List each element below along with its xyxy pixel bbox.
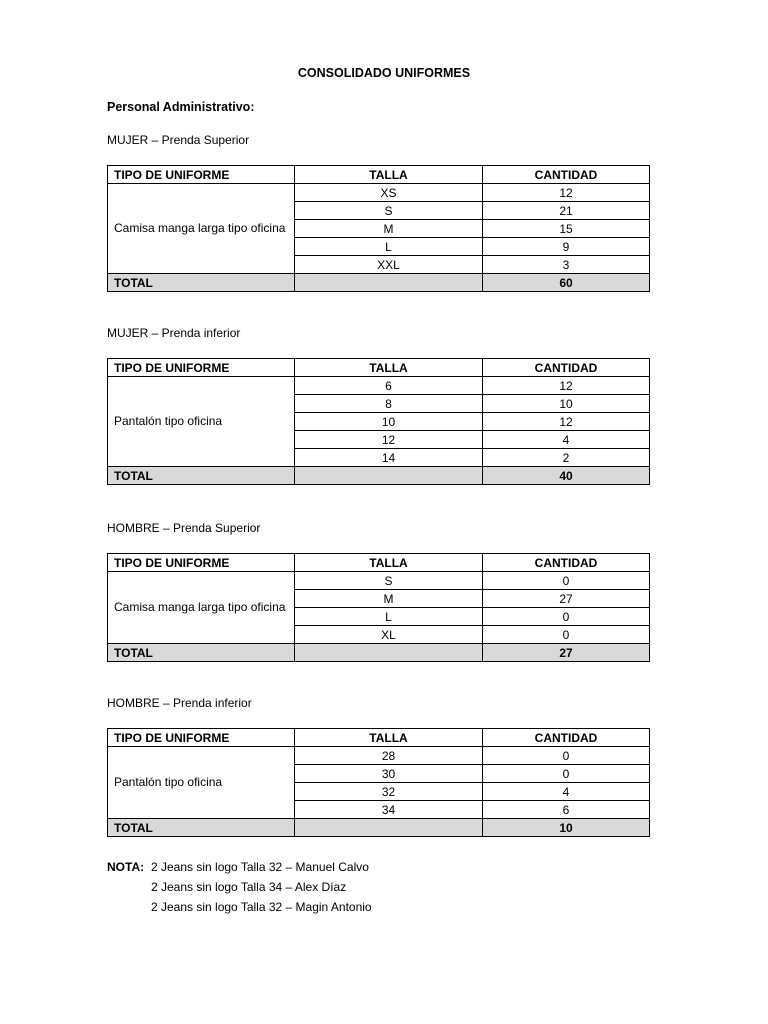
cantidad-cell: 12	[483, 413, 650, 431]
talla-cell: 28	[295, 747, 483, 765]
note-label: NOTA:	[107, 860, 145, 874]
cantidad-cell: 0	[483, 765, 650, 783]
note-line	[107, 897, 372, 917]
total-blank-cell	[295, 819, 483, 837]
total-value: 10	[483, 819, 650, 837]
talla-cell: XXL	[295, 256, 483, 274]
table-row	[108, 747, 650, 765]
cantidad-cell: 0	[483, 747, 650, 765]
talla-cell: 32	[295, 783, 483, 801]
table-row	[108, 184, 650, 202]
talla-cell: S	[295, 572, 483, 590]
header-cantidad: CANTIDAD	[483, 554, 650, 572]
total-blank-cell	[295, 274, 483, 292]
note-text: 2 Jeans sin logo Talla 32 – Manuel Calvo	[151, 860, 369, 874]
uniform-table	[107, 165, 650, 292]
total-label: TOTAL	[108, 819, 295, 837]
total-value: 60	[483, 274, 650, 292]
header-talla: TALLA	[295, 166, 483, 184]
talla-cell: S	[295, 202, 483, 220]
total-value: 27	[483, 644, 650, 662]
uniform-type-cell: Camisa manga larga tipo oficina	[108, 572, 295, 644]
cantidad-cell: 4	[483, 783, 650, 801]
header-cantidad: CANTIDAD	[483, 359, 650, 377]
header-tipo: TIPO DE UNIFORME	[108, 554, 295, 572]
total-blank-cell	[295, 467, 483, 485]
talla-cell: XL	[295, 626, 483, 644]
uniform-table	[107, 728, 650, 837]
header-tipo: TIPO DE UNIFORME	[108, 166, 295, 184]
cantidad-cell: 0	[483, 626, 650, 644]
talla-cell: 12	[295, 431, 483, 449]
total-row	[108, 274, 650, 292]
cantidad-cell: 6	[483, 801, 650, 819]
cantidad-cell: 12	[483, 377, 650, 395]
cantidad-cell: 4	[483, 431, 650, 449]
talla-cell: L	[295, 238, 483, 256]
table-header-row	[108, 166, 650, 184]
cantidad-cell: 15	[483, 220, 650, 238]
header-tipo: TIPO DE UNIFORME	[108, 729, 295, 747]
page-title: CONSOLIDADO UNIFORMES	[297, 66, 471, 80]
table-header-row	[108, 554, 650, 572]
header-tipo: TIPO DE UNIFORME	[108, 359, 295, 377]
total-blank-cell	[295, 644, 483, 662]
section-heading: HOMBRE – Prenda Superior	[107, 521, 261, 535]
cantidad-cell: 0	[483, 572, 650, 590]
cantidad-cell: 2	[483, 449, 650, 467]
cantidad-cell: 0	[483, 608, 650, 626]
table-row	[108, 377, 650, 395]
talla-cell: 30	[295, 765, 483, 783]
cantidad-cell: 21	[483, 202, 650, 220]
uniform-type-cell: Camisa manga larga tipo oficina	[108, 184, 295, 274]
cantidad-cell: 27	[483, 590, 650, 608]
section-heading: HOMBRE – Prenda inferior	[107, 696, 252, 710]
total-row	[108, 467, 650, 485]
talla-cell: 6	[295, 377, 483, 395]
cantidad-cell: 10	[483, 395, 650, 413]
talla-cell: XS	[295, 184, 483, 202]
talla-cell: 34	[295, 801, 483, 819]
talla-cell: M	[295, 220, 483, 238]
header-talla: TALLA	[295, 359, 483, 377]
cantidad-cell: 9	[483, 238, 650, 256]
table-header-row	[108, 359, 650, 377]
talla-cell: L	[295, 608, 483, 626]
page-subtitle: Personal Administrativo:	[107, 100, 255, 114]
uniform-type-cell: Pantalón tipo oficina	[108, 747, 295, 819]
total-row	[108, 644, 650, 662]
total-value: 40	[483, 467, 650, 485]
total-label: TOTAL	[108, 644, 295, 662]
header-cantidad: CANTIDAD	[483, 166, 650, 184]
section-heading: MUJER – Prenda inferior	[107, 326, 241, 340]
uniform-type-cell: Pantalón tipo oficina	[108, 377, 295, 467]
talla-cell: 10	[295, 413, 483, 431]
note-text: 2 Jeans sin logo Talla 34 – Alex Díaz	[151, 880, 347, 894]
table-row	[108, 572, 650, 590]
header-cantidad: CANTIDAD	[483, 729, 650, 747]
table-header-row	[108, 729, 650, 747]
section-heading: MUJER – Prenda Superior	[107, 133, 250, 147]
note-line	[107, 877, 372, 897]
note-line	[107, 857, 372, 877]
talla-cell: 14	[295, 449, 483, 467]
note-text: 2 Jeans sin logo Talla 32 – Magin Antonio	[151, 900, 372, 914]
cantidad-cell: 3	[483, 256, 650, 274]
cantidad-cell: 12	[483, 184, 650, 202]
talla-cell: 8	[295, 395, 483, 413]
uniform-table	[107, 358, 650, 485]
total-label: TOTAL	[108, 274, 295, 292]
total-row	[108, 819, 650, 837]
total-label: TOTAL	[108, 467, 295, 485]
uniform-table	[107, 553, 650, 662]
header-talla: TALLA	[295, 729, 483, 747]
talla-cell: M	[295, 590, 483, 608]
note-block	[107, 857, 372, 917]
header-talla: TALLA	[295, 554, 483, 572]
